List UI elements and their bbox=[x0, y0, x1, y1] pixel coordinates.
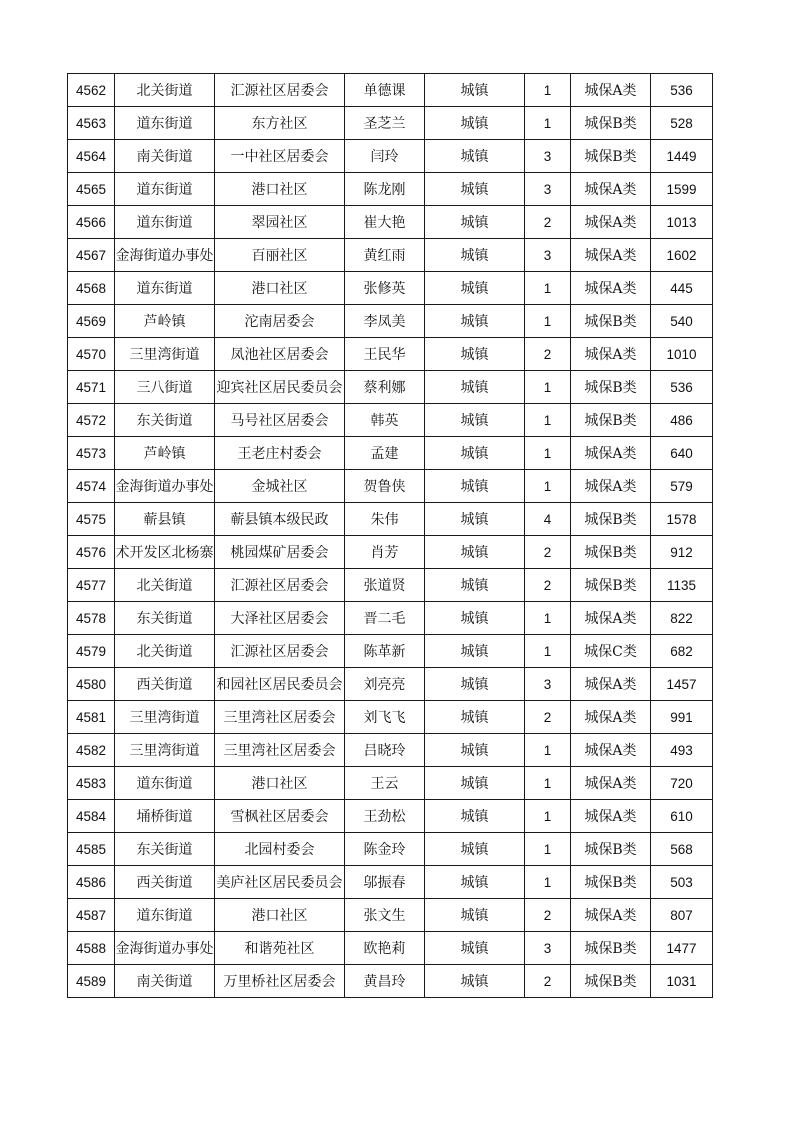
table-row bbox=[68, 503, 713, 536]
cell-amount: 822 bbox=[651, 602, 713, 635]
cell-count: 1 bbox=[525, 272, 571, 305]
cell-category: 城保B类 bbox=[571, 107, 651, 140]
cell-amount: 579 bbox=[651, 470, 713, 503]
cell-count: 1 bbox=[525, 470, 571, 503]
cell-community: 汇源社区居委会 bbox=[215, 635, 345, 668]
cell-street: 西关街道 bbox=[115, 866, 215, 899]
cell-street: 芦岭镇 bbox=[115, 437, 215, 470]
cell-community: 一中社区居委会 bbox=[215, 140, 345, 173]
cell-type: 城镇 bbox=[425, 866, 525, 899]
cell-street: 道东街道 bbox=[115, 107, 215, 140]
cell-id: 4563 bbox=[68, 107, 115, 140]
cell-street: 金海街道办事处 bbox=[115, 932, 215, 965]
table-row bbox=[68, 107, 713, 140]
cell-street: 道东街道 bbox=[115, 272, 215, 305]
cell-street: 道东街道 bbox=[115, 899, 215, 932]
table-row bbox=[68, 470, 713, 503]
cell-category: 城保B类 bbox=[571, 404, 651, 437]
cell-street: 埇桥街道 bbox=[115, 800, 215, 833]
cell-street: 南关街道 bbox=[115, 140, 215, 173]
cell-count: 1 bbox=[525, 437, 571, 470]
cell-category: 城保B类 bbox=[571, 932, 651, 965]
cell-amount: 1010 bbox=[651, 338, 713, 371]
cell-category: 城保A类 bbox=[571, 338, 651, 371]
cell-category: 城保B类 bbox=[571, 305, 651, 338]
table-row bbox=[68, 437, 713, 470]
cell-name: 王民华 bbox=[345, 338, 425, 371]
cell-community: 金城社区 bbox=[215, 470, 345, 503]
cell-community: 港口社区 bbox=[215, 173, 345, 206]
cell-street: 西关街道 bbox=[115, 668, 215, 701]
cell-name: 陈金玲 bbox=[345, 833, 425, 866]
table-row bbox=[68, 800, 713, 833]
cell-id: 4576 bbox=[68, 536, 115, 569]
cell-category: 城保B类 bbox=[571, 965, 651, 998]
cell-community: 港口社区 bbox=[215, 767, 345, 800]
cell-community: 北园村委会 bbox=[215, 833, 345, 866]
cell-street: 三里湾街道 bbox=[115, 701, 215, 734]
roster-body bbox=[68, 74, 713, 998]
cell-community: 美庐社区居民委员会 bbox=[215, 866, 345, 899]
table-row bbox=[68, 866, 713, 899]
cell-street: 术开发区北杨寨 bbox=[115, 536, 215, 569]
cell-name: 圣芝兰 bbox=[345, 107, 425, 140]
cell-id: 4583 bbox=[68, 767, 115, 800]
cell-count: 1 bbox=[525, 371, 571, 404]
cell-type: 城镇 bbox=[425, 767, 525, 800]
cell-community: 港口社区 bbox=[215, 899, 345, 932]
cell-count: 1 bbox=[525, 74, 571, 107]
cell-name: 单德课 bbox=[345, 74, 425, 107]
cell-street: 道东街道 bbox=[115, 767, 215, 800]
cell-type: 城镇 bbox=[425, 536, 525, 569]
cell-type: 城镇 bbox=[425, 107, 525, 140]
cell-count: 1 bbox=[525, 767, 571, 800]
cell-id: 4588 bbox=[68, 932, 115, 965]
cell-count: 2 bbox=[525, 965, 571, 998]
cell-count: 2 bbox=[525, 899, 571, 932]
cell-amount: 536 bbox=[651, 74, 713, 107]
cell-street: 东关街道 bbox=[115, 602, 215, 635]
cell-community: 万里桥社区居委会 bbox=[215, 965, 345, 998]
cell-name: 陈龙刚 bbox=[345, 173, 425, 206]
cell-street: 蕲县镇 bbox=[115, 503, 215, 536]
cell-id: 4585 bbox=[68, 833, 115, 866]
table-row bbox=[68, 272, 713, 305]
cell-street: 北关街道 bbox=[115, 569, 215, 602]
cell-community: 三里湾社区居委会 bbox=[215, 701, 345, 734]
cell-id: 4569 bbox=[68, 305, 115, 338]
cell-count: 3 bbox=[525, 932, 571, 965]
cell-category: 城保A类 bbox=[571, 74, 651, 107]
cell-category: 城保A类 bbox=[571, 602, 651, 635]
cell-community: 翠园社区 bbox=[215, 206, 345, 239]
cell-amount: 1449 bbox=[651, 140, 713, 173]
cell-category: 城保A类 bbox=[571, 701, 651, 734]
table-row bbox=[68, 767, 713, 800]
cell-count: 2 bbox=[525, 701, 571, 734]
cell-category: 城保B类 bbox=[571, 833, 651, 866]
cell-count: 2 bbox=[525, 338, 571, 371]
cell-id: 4587 bbox=[68, 899, 115, 932]
cell-type: 城镇 bbox=[425, 140, 525, 173]
cell-category: 城保A类 bbox=[571, 272, 651, 305]
cell-street: 道东街道 bbox=[115, 206, 215, 239]
table-row bbox=[68, 899, 713, 932]
cell-street: 三里湾街道 bbox=[115, 734, 215, 767]
cell-type: 城镇 bbox=[425, 602, 525, 635]
cell-street: 三里湾街道 bbox=[115, 338, 215, 371]
cell-street: 南关街道 bbox=[115, 965, 215, 998]
cell-id: 4573 bbox=[68, 437, 115, 470]
cell-street: 金海街道办事处 bbox=[115, 470, 215, 503]
cell-id: 4562 bbox=[68, 74, 115, 107]
cell-community: 东方社区 bbox=[215, 107, 345, 140]
cell-community: 桃园煤矿居委会 bbox=[215, 536, 345, 569]
cell-amount: 445 bbox=[651, 272, 713, 305]
cell-amount: 682 bbox=[651, 635, 713, 668]
table-row bbox=[68, 338, 713, 371]
table-row bbox=[68, 932, 713, 965]
cell-name: 邬振春 bbox=[345, 866, 425, 899]
cell-name: 吕晓玲 bbox=[345, 734, 425, 767]
cell-amount: 807 bbox=[651, 899, 713, 932]
table-row bbox=[68, 668, 713, 701]
cell-amount: 536 bbox=[651, 371, 713, 404]
cell-count: 1 bbox=[525, 833, 571, 866]
table-row bbox=[68, 74, 713, 107]
cell-count: 3 bbox=[525, 239, 571, 272]
table-row bbox=[68, 569, 713, 602]
cell-count: 2 bbox=[525, 569, 571, 602]
cell-community: 沱南居委会 bbox=[215, 305, 345, 338]
table-row bbox=[68, 239, 713, 272]
cell-category: 城保B类 bbox=[571, 866, 651, 899]
cell-category: 城保B类 bbox=[571, 140, 651, 173]
cell-count: 1 bbox=[525, 635, 571, 668]
cell-name: 王劲松 bbox=[345, 800, 425, 833]
cell-name: 闫玲 bbox=[345, 140, 425, 173]
cell-count: 3 bbox=[525, 668, 571, 701]
cell-id: 4567 bbox=[68, 239, 115, 272]
cell-community: 雪枫社区居委会 bbox=[215, 800, 345, 833]
cell-community: 百丽社区 bbox=[215, 239, 345, 272]
cell-type: 城镇 bbox=[425, 272, 525, 305]
cell-type: 城镇 bbox=[425, 206, 525, 239]
cell-count: 4 bbox=[525, 503, 571, 536]
cell-amount: 991 bbox=[651, 701, 713, 734]
cell-count: 1 bbox=[525, 734, 571, 767]
cell-amount: 1578 bbox=[651, 503, 713, 536]
roster-table bbox=[67, 73, 713, 998]
cell-count: 1 bbox=[525, 305, 571, 338]
table-row bbox=[68, 833, 713, 866]
cell-type: 城镇 bbox=[425, 470, 525, 503]
cell-id: 4566 bbox=[68, 206, 115, 239]
table-row bbox=[68, 536, 713, 569]
cell-type: 城镇 bbox=[425, 338, 525, 371]
cell-amount: 486 bbox=[651, 404, 713, 437]
table-row bbox=[68, 371, 713, 404]
cell-community: 马号社区居委会 bbox=[215, 404, 345, 437]
cell-type: 城镇 bbox=[425, 701, 525, 734]
table-row bbox=[68, 635, 713, 668]
cell-street: 北关街道 bbox=[115, 635, 215, 668]
cell-id: 4572 bbox=[68, 404, 115, 437]
table-row bbox=[68, 140, 713, 173]
cell-category: 城保A类 bbox=[571, 470, 651, 503]
cell-community: 王老庄村委会 bbox=[215, 437, 345, 470]
cell-id: 4565 bbox=[68, 173, 115, 206]
cell-amount: 720 bbox=[651, 767, 713, 800]
cell-amount: 912 bbox=[651, 536, 713, 569]
cell-id: 4579 bbox=[68, 635, 115, 668]
cell-amount: 1031 bbox=[651, 965, 713, 998]
cell-type: 城镇 bbox=[425, 932, 525, 965]
cell-id: 4581 bbox=[68, 701, 115, 734]
cell-type: 城镇 bbox=[425, 965, 525, 998]
cell-id: 4564 bbox=[68, 140, 115, 173]
cell-count: 1 bbox=[525, 107, 571, 140]
cell-community: 汇源社区居委会 bbox=[215, 569, 345, 602]
cell-amount: 503 bbox=[651, 866, 713, 899]
cell-name: 崔大艳 bbox=[345, 206, 425, 239]
table-row bbox=[68, 305, 713, 338]
cell-community: 三里湾社区居委会 bbox=[215, 734, 345, 767]
cell-name: 贺鲁侠 bbox=[345, 470, 425, 503]
cell-amount: 1013 bbox=[651, 206, 713, 239]
cell-type: 城镇 bbox=[425, 305, 525, 338]
cell-count: 1 bbox=[525, 404, 571, 437]
cell-category: 城保A类 bbox=[571, 668, 651, 701]
cell-id: 4580 bbox=[68, 668, 115, 701]
table-row bbox=[68, 173, 713, 206]
cell-community: 迎宾社区居民委员会 bbox=[215, 371, 345, 404]
cell-street: 北关街道 bbox=[115, 74, 215, 107]
cell-name: 陈革新 bbox=[345, 635, 425, 668]
cell-amount: 1602 bbox=[651, 239, 713, 272]
cell-street: 三八街道 bbox=[115, 371, 215, 404]
cell-name: 孟建 bbox=[345, 437, 425, 470]
cell-amount: 1457 bbox=[651, 668, 713, 701]
cell-street: 金海街道办事处 bbox=[115, 239, 215, 272]
cell-id: 4578 bbox=[68, 602, 115, 635]
cell-amount: 1477 bbox=[651, 932, 713, 965]
cell-category: 城保C类 bbox=[571, 635, 651, 668]
cell-street: 芦岭镇 bbox=[115, 305, 215, 338]
table-row bbox=[68, 602, 713, 635]
cell-name: 张修英 bbox=[345, 272, 425, 305]
cell-category: 城保A类 bbox=[571, 800, 651, 833]
cell-name: 张道贤 bbox=[345, 569, 425, 602]
cell-community: 和园社区居民委员会 bbox=[215, 668, 345, 701]
cell-category: 城保A类 bbox=[571, 206, 651, 239]
cell-amount: 540 bbox=[651, 305, 713, 338]
cell-name: 朱伟 bbox=[345, 503, 425, 536]
cell-category: 城保A类 bbox=[571, 734, 651, 767]
cell-count: 1 bbox=[525, 602, 571, 635]
cell-category: 城保B类 bbox=[571, 371, 651, 404]
table-row bbox=[68, 734, 713, 767]
cell-category: 城保A类 bbox=[571, 173, 651, 206]
cell-name: 黄红雨 bbox=[345, 239, 425, 272]
cell-type: 城镇 bbox=[425, 800, 525, 833]
cell-id: 4571 bbox=[68, 371, 115, 404]
cell-name: 蔡利娜 bbox=[345, 371, 425, 404]
cell-count: 1 bbox=[525, 866, 571, 899]
cell-name: 韩英 bbox=[345, 404, 425, 437]
cell-category: 城保B类 bbox=[571, 503, 651, 536]
table-row bbox=[68, 206, 713, 239]
cell-id: 4586 bbox=[68, 866, 115, 899]
cell-community: 大泽社区居委会 bbox=[215, 602, 345, 635]
cell-amount: 610 bbox=[651, 800, 713, 833]
cell-type: 城镇 bbox=[425, 239, 525, 272]
table-row bbox=[68, 701, 713, 734]
cell-amount: 568 bbox=[651, 833, 713, 866]
cell-street: 东关街道 bbox=[115, 404, 215, 437]
cell-category: 城保A类 bbox=[571, 239, 651, 272]
cell-id: 4589 bbox=[68, 965, 115, 998]
cell-type: 城镇 bbox=[425, 833, 525, 866]
cell-id: 4584 bbox=[68, 800, 115, 833]
cell-name: 黄昌玲 bbox=[345, 965, 425, 998]
cell-count: 2 bbox=[525, 206, 571, 239]
cell-type: 城镇 bbox=[425, 74, 525, 107]
cell-id: 4570 bbox=[68, 338, 115, 371]
cell-id: 4582 bbox=[68, 734, 115, 767]
cell-name: 王云 bbox=[345, 767, 425, 800]
cell-id: 4575 bbox=[68, 503, 115, 536]
cell-name: 张文生 bbox=[345, 899, 425, 932]
cell-category: 城保A类 bbox=[571, 899, 651, 932]
cell-amount: 528 bbox=[651, 107, 713, 140]
cell-street: 道东街道 bbox=[115, 173, 215, 206]
cell-community: 蕲县镇本级民政 bbox=[215, 503, 345, 536]
table-row bbox=[68, 404, 713, 437]
cell-name: 肖芳 bbox=[345, 536, 425, 569]
cell-category: 城保B类 bbox=[571, 536, 651, 569]
cell-count: 3 bbox=[525, 140, 571, 173]
cell-type: 城镇 bbox=[425, 173, 525, 206]
cell-street: 东关街道 bbox=[115, 833, 215, 866]
cell-id: 4568 bbox=[68, 272, 115, 305]
cell-count: 1 bbox=[525, 800, 571, 833]
cell-community: 和谐苑社区 bbox=[215, 932, 345, 965]
cell-community: 凤池社区居委会 bbox=[215, 338, 345, 371]
cell-count: 2 bbox=[525, 536, 571, 569]
cell-type: 城镇 bbox=[425, 668, 525, 701]
cell-type: 城镇 bbox=[425, 503, 525, 536]
cell-name: 李凤美 bbox=[345, 305, 425, 338]
cell-amount: 1135 bbox=[651, 569, 713, 602]
cell-community: 港口社区 bbox=[215, 272, 345, 305]
cell-amount: 1599 bbox=[651, 173, 713, 206]
cell-amount: 493 bbox=[651, 734, 713, 767]
cell-id: 4574 bbox=[68, 470, 115, 503]
cell-amount: 640 bbox=[651, 437, 713, 470]
cell-category: 城保B类 bbox=[571, 569, 651, 602]
cell-type: 城镇 bbox=[425, 404, 525, 437]
cell-category: 城保A类 bbox=[571, 767, 651, 800]
cell-name: 刘飞飞 bbox=[345, 701, 425, 734]
cell-type: 城镇 bbox=[425, 569, 525, 602]
cell-count: 3 bbox=[525, 173, 571, 206]
cell-name: 欧艳莉 bbox=[345, 932, 425, 965]
cell-type: 城镇 bbox=[425, 635, 525, 668]
cell-name: 刘亮亮 bbox=[345, 668, 425, 701]
cell-type: 城镇 bbox=[425, 899, 525, 932]
cell-community: 汇源社区居委会 bbox=[215, 74, 345, 107]
cell-type: 城镇 bbox=[425, 734, 525, 767]
cell-category: 城保A类 bbox=[571, 437, 651, 470]
cell-id: 4577 bbox=[68, 569, 115, 602]
cell-type: 城镇 bbox=[425, 437, 525, 470]
cell-name: 晋二毛 bbox=[345, 602, 425, 635]
cell-type: 城镇 bbox=[425, 371, 525, 404]
table-row bbox=[68, 965, 713, 998]
